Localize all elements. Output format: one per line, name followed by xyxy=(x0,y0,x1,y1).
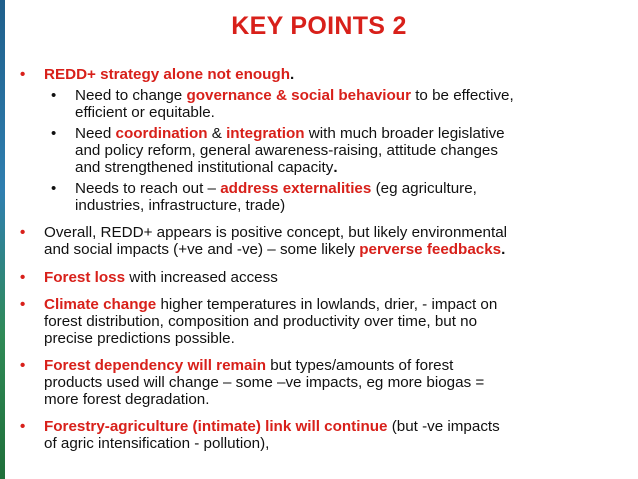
sub-bullet-marker: • xyxy=(51,180,57,197)
bullet-redd-strategy: REDD+ strategy alone not enough. xyxy=(44,66,295,83)
bullet-climate-change: Climate change higher temperatures in lowlands, drier, - impact on xyxy=(44,296,498,313)
slide-edge-bar xyxy=(0,0,5,479)
bullet-marker: • xyxy=(20,357,26,374)
sub-bullet-governance: Need to change governance & social behaviour to be effective, xyxy=(75,87,514,104)
sub-bullet-externalities: Needs to reach out – address externalities (eg agriculture, xyxy=(75,180,477,197)
sub-bullet-coordination-line2: and policy reform, general awareness-raising, attitude changes xyxy=(75,142,498,159)
bullet-forest-dependency-line3: more forest degradation. xyxy=(44,391,210,408)
bullet-marker: • xyxy=(20,66,26,83)
sub-bullet-coordination-line3: and strengthened institutional capacity. xyxy=(75,159,338,176)
bullet-forest-loss: Forest loss with increased access xyxy=(44,269,278,286)
sub-bullet-marker: • xyxy=(51,87,57,104)
sub-bullet-marker: • xyxy=(51,125,57,142)
slide-title: KEY POINTS 2 xyxy=(231,12,407,40)
bullet-climate-change-line2: forest distribution, composition and productivity over time, but no xyxy=(44,313,478,330)
bullet-overall-line2: and social impacts (+ve and -ve) – some likely perverse feedbacks. xyxy=(44,241,506,258)
bullet-forest-dependency: Forest dependency will remain but types/amounts of forest xyxy=(44,357,454,374)
bullet-forest-dependency-line2: products used will change – some –ve impacts, eg more biogas = xyxy=(44,374,485,391)
bullet-marker: • xyxy=(20,296,26,313)
sub-bullet-coordination: Need coordination & integration with much broader legislative xyxy=(75,125,505,142)
bullet-forestry-agriculture-line2: of agric intensification - pollution), xyxy=(44,435,270,452)
sub-bullet-externalities-line2: industries, infrastructure, trade) xyxy=(75,197,286,214)
bullet-overall: Overall, REDD+ appears is positive concept, but likely environmental xyxy=(44,224,508,241)
bullet-marker: • xyxy=(20,269,26,286)
bullet-marker: • xyxy=(20,224,26,241)
bullet-climate-change-line3: precise predictions possible. xyxy=(44,330,235,347)
bullet-forestry-agriculture: Forestry-agriculture (intimate) link will continue (but -ve impacts xyxy=(44,418,500,435)
bullet-marker: • xyxy=(20,418,26,435)
sub-bullet-governance-line2: efficient or equitable. xyxy=(75,104,215,121)
